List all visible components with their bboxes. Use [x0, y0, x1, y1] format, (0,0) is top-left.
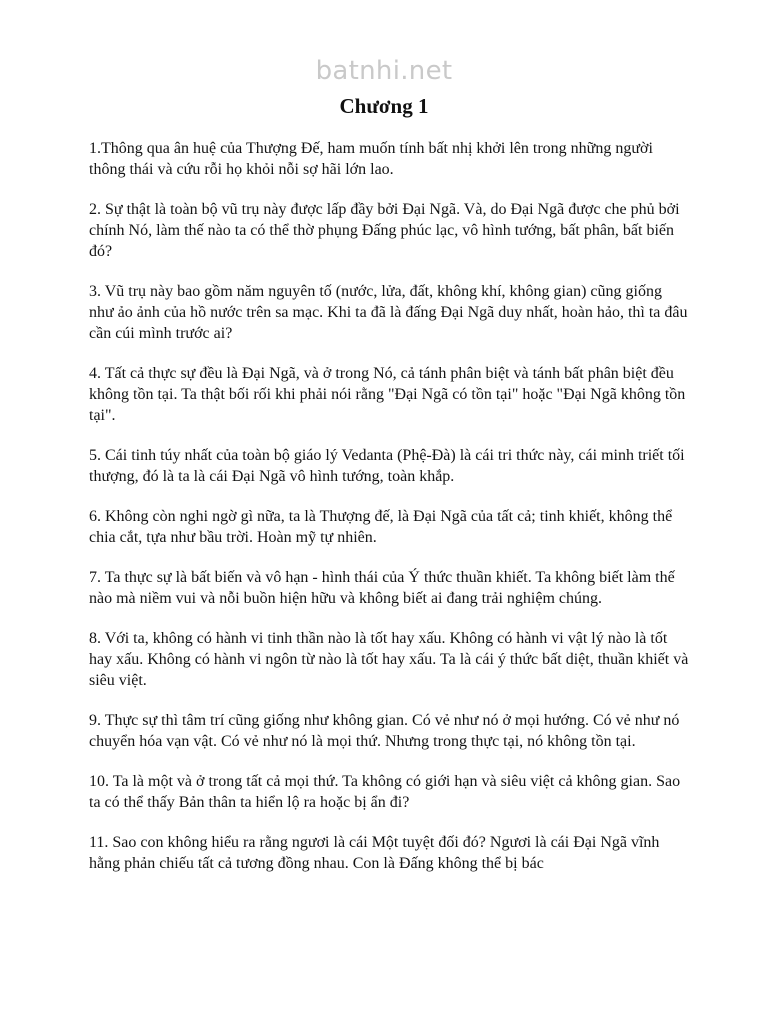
paragraph-6: 6. Không còn nghi ngờ gì nữa, ta là Thượng đế, là Đại Ngã của tất cả; tinh khiết, không thể chia cắt, tựa như bầu trời. Hoàn mỹ tự nhiên.	[89, 508, 673, 546]
chapter-title: Chương 1	[339, 94, 429, 118]
paragraph-2: 2. Sự thật là toàn bộ vũ trụ này được lấp đầy bởi Đại Ngã. Và, do Đại Ngã được che phủ bởi chính Nó, làm thế nào ta có thể thờ phụng Đấng phúc lạc, vô hình tướng, bất phân, bất biến đó?	[89, 201, 680, 260]
paragraph-3: 3. Vũ trụ này bao gồm năm nguyên tố (nước, lửa, đất, không khí, không gian) cũng giống như ảo ảnh của hồ nước trên sa mạc. Khi ta đã là đấng Đại Ngã duy nhất, hoàn hảo, thì ta đâu cần cúi mình trước ai?	[89, 283, 688, 342]
chapter-body	[89, 138, 689, 893]
paragraph-4: 4. Tất cả thực sự đều là Đại Ngã, và ở trong Nó, cả tánh phân biệt và tánh bất phân biệt đều không tồn tại. Ta thật bối rối khi phải nói rằng "Đại Ngã có tồn tại" hoặc "Đại Ngã không tồn tại".	[89, 365, 686, 424]
paragraph-5: 5. Cái tinh túy nhất của toàn bộ giáo lý Vedanta (Phệ-Đà) là cái tri thức này, cái minh triết tối thượng, đó là ta là cái Đại Ngã vô hình tướng, toàn khắp.	[89, 447, 685, 485]
site-watermark: batnhi.net	[315, 56, 453, 86]
paragraph-10: 10. Ta là một và ở trong tất cả mọi thứ. Ta không có giới hạn và siêu việt cả không gian. Sao ta có thể thấy Bản thân ta hiển lộ ra hoặc bị ẩn đi?	[89, 773, 681, 811]
paragraph-8: 8. Với ta, không có hành vi tinh thần nào là tốt hay xấu. Không có hành vi vật lý nào là tốt hay xấu. Không có hành vi ngôn từ nào là tốt hay xấu. Ta là cái ý thức bất diệt, thuần khiết và siêu việt.	[89, 630, 689, 689]
paragraph-1: 1.Thông qua ân huệ của Thượng Đế, ham muốn tính bất nhị khởi lên trong những người thông thái và cứu rỗi họ khỏi nỗi sợ hãi lớn lao.	[89, 140, 653, 178]
paragraph-9: 9. Thực sự thì tâm trí cũng giống như không gian. Có vẻ như nó ở mọi hướng. Có vẻ như nó chuyển hóa vạn vật. Có vẻ như nó là mọi thứ. Nhưng trong thực tại, nó không tồn tại.	[89, 712, 680, 750]
paragraph-11: 11. Sao con không hiểu ra rằng ngươi là cái Một tuyệt đối đó? Ngươi là cái Đại Ngã vĩnh hằng phản chiếu tất cả tương đồng nhau. Con là Đấng không thể bị bác	[89, 834, 660, 872]
paragraph-7: 7. Ta thực sự là bất biến và vô hạn - hình thái của Ý thức thuần khiết. Ta không biết làm thế nào mà niềm vui và nỗi buồn hiện hữu và không biết ai đang trải nghiệm chúng.	[89, 569, 675, 607]
